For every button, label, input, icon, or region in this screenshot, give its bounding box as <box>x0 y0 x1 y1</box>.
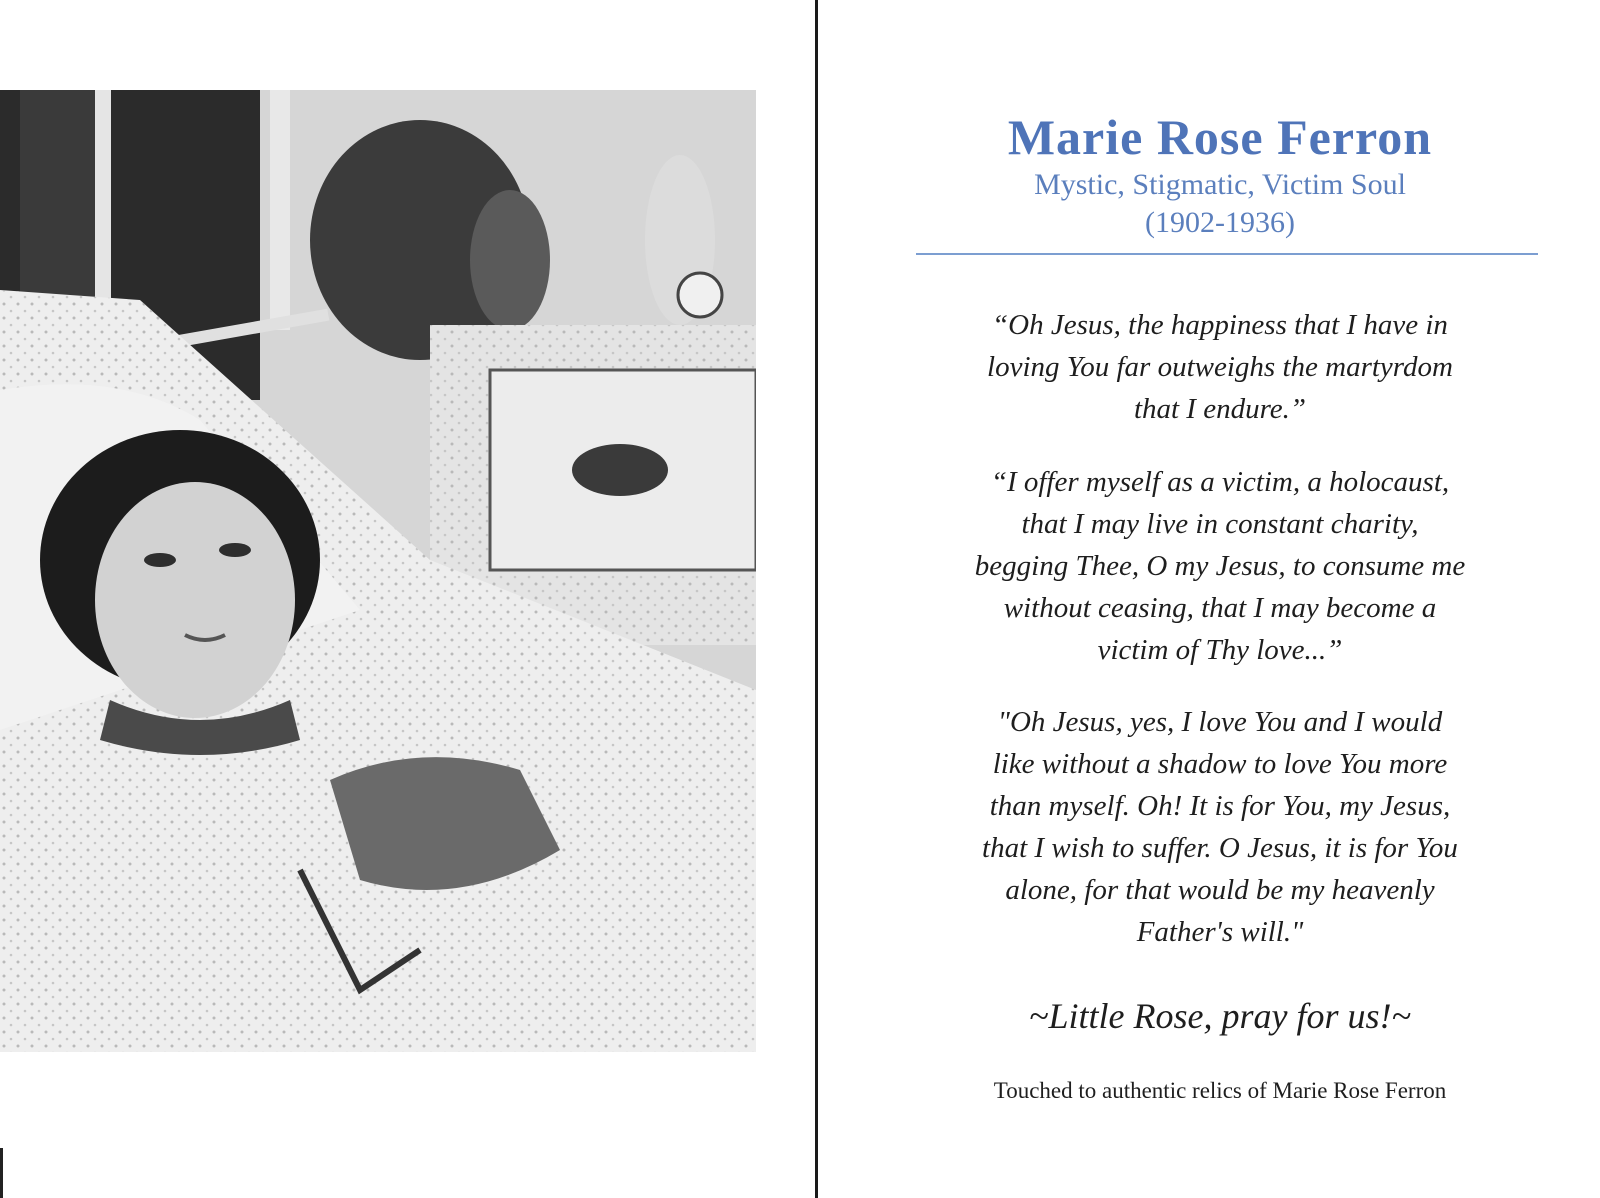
quote-line: victim of Thy love...” <box>1097 634 1343 666</box>
bed-frame-post <box>95 90 111 310</box>
quote-3 <box>900 701 1540 953</box>
quote-line: “I offer myself as a victim, a holocaust, <box>990 466 1450 498</box>
quote-line: alone, for that would be my heavenly <box>1005 874 1435 906</box>
quote-line: that I may live in constant charity, <box>1021 508 1419 540</box>
quote-line: without ceasing, that I may become a <box>1003 592 1437 624</box>
quote-line: loving You far outweighs the martyrdom <box>987 351 1453 383</box>
quote-1 <box>900 304 1540 430</box>
quote-line: like without a shadow to love You more <box>992 748 1448 780</box>
life-dates: (1902-1936) <box>1145 206 1295 239</box>
statue-figure <box>470 190 550 330</box>
face <box>95 482 295 718</box>
quote-line: that I endure.” <box>1133 393 1307 425</box>
portrait-photo <box>0 90 756 1052</box>
scan-edge-mark <box>0 1148 3 1198</box>
quote-line: "Oh Jesus, yes, I love You and I would <box>997 706 1443 738</box>
quote-line: begging Thee, O my Jesus, to consume me <box>974 550 1466 582</box>
card-subtitle: Mystic, Stigmatic, Victim Soul <box>1034 168 1406 201</box>
quote-line: Father's will." <box>1136 916 1304 948</box>
quote-line: than myself. Oh! It is for You, my Jesus, <box>989 790 1451 822</box>
card-fold-line <box>815 0 818 1198</box>
card-text-panel <box>900 0 1540 1198</box>
drawer-handle <box>572 444 668 496</box>
card-title: Marie Rose Ferron <box>1007 109 1433 165</box>
quote-line: “Oh Jesus, the happiness that I have in <box>992 309 1448 341</box>
title-divider <box>916 253 1538 255</box>
quote-2 <box>900 461 1540 671</box>
clock-icon <box>678 273 722 317</box>
quote-line: that I wish to suffer. O Jesus, it is for You <box>982 832 1458 864</box>
relic-note: Touched to authentic relics of Marie Rose Ferron <box>993 1078 1447 1103</box>
prayer-line: ~Little Rose, pray for us!~ <box>1029 996 1411 1036</box>
